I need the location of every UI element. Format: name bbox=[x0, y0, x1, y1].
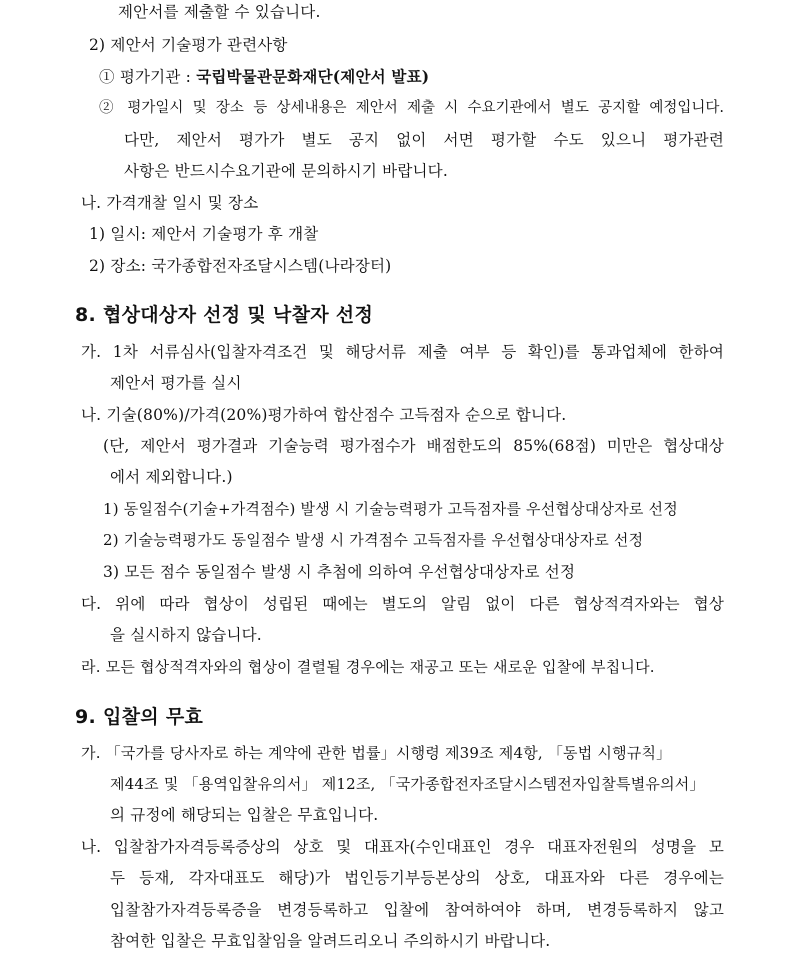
text-line: 의 규정에 해당되는 입찰은 무효입니다. bbox=[110, 806, 379, 824]
text-line: 2) 제안서 기술평가 관련사항 bbox=[89, 36, 288, 54]
text-line: 나. 가격개찰 일시 및 장소 bbox=[81, 194, 259, 212]
text-line: 2) 장소: 국가종합전자조달시스템(나라장터) bbox=[89, 257, 392, 275]
text-line: 에서 제외합니다.) bbox=[110, 468, 233, 486]
evaluation-agency-label: ① 평가기관 : bbox=[99, 68, 197, 86]
text-line: 다. 위에 따라 협상이 성립된 때에는 별도의 알림 없이 다른 협상적격자와는 협상 bbox=[81, 595, 724, 613]
text-line: 1) 동일점수(기술+가격점수) 발생 시 기술능력평가 고득점자를 우선협상대상자로 선정 bbox=[103, 500, 678, 518]
text-line: 나. 입찰참가자격등록증상의 상호 및 대표자(수인대표인 경우 대표자전원의 성명을 모 bbox=[81, 838, 724, 856]
text-line: 라. 모든 협상적격자와의 협상이 결렬될 경우에는 재공고 또는 새로운 입찰에 부칩니다. bbox=[81, 658, 655, 676]
text-line: 참여한 입찰은 무효입찰임을 알려드리오니 주의하시기 바랍니다. bbox=[110, 932, 551, 950]
text-line: 제44조 및 「용역입찰유의서」 제12조, 「국가종합전자조달시스템전자입찰특별유의서」 bbox=[110, 775, 705, 793]
text-line: 가. 「국가를 당사자로 하는 계약에 관한 법률」시행령 제39조 제4항, 「동법 시행규칙」 bbox=[81, 744, 672, 762]
text-line: 3) 모든 점수 동일점수 발생 시 추첨에 의하여 우선협상대상자로 선정 bbox=[103, 563, 576, 581]
text-line: 두 등재, 각자대표도 해당)가 법인등기부등본상의 상호, 대표자와 다른 경우에는 bbox=[110, 869, 724, 887]
text-line: 1) 일시: 제안서 기술평가 후 개찰 bbox=[89, 225, 319, 243]
text-line: 가. 1차 서류심사(입찰자격조건 및 해당서류 제출 여부 등 확인)를 통과업체에 한하여 bbox=[81, 343, 724, 361]
text-line: 나. 기술(80%)/가격(20%)평가하여 합산점수 고득점자 순으로 합니다. bbox=[81, 406, 567, 424]
text-line: 사항은 반드시수요기관에 문의하시기 바랍니다. bbox=[124, 162, 448, 180]
text-line: 을 실시하지 않습니다. bbox=[110, 626, 262, 644]
text-line: ② 평가일시 및 장소 등 상세내용은 제안서 제출 시 수요기관에서 별도 공지할 예정입니다. bbox=[99, 100, 724, 116]
section-heading-9: 9. 입찰의 무효 bbox=[75, 706, 204, 728]
text-line bbox=[99, 66, 429, 88]
text-line: 다만, 제안서 평가가 별도 공지 없이 서면 평가할 수도 있으니 평가관련 bbox=[124, 131, 724, 149]
text-line: 입찰참가자격등록증을 변경등록하고 입찰에 참여하여야 하며, 변경등록하지 않고 bbox=[110, 901, 724, 919]
text-line: 제안서를 제출할 수 있습니다. bbox=[118, 3, 321, 21]
text-line: 2) 기술능력평가도 동일점수 발생 시 가격점수 고득점자를 우선협상대상자로 선정 bbox=[103, 531, 644, 549]
text-line: (단, 제안서 평가결과 기술능력 평가점수가 배점한도의 85%(68점) 미만은 협상대상 bbox=[103, 437, 724, 455]
text-line: 제안서 평가를 실시 bbox=[110, 374, 242, 392]
section-heading-8: 8. 협상대상자 선정 및 낙찰자 선정 bbox=[75, 304, 374, 326]
evaluation-agency-value: 국립박물관문화재단(제안서 발표) bbox=[196, 67, 430, 86]
